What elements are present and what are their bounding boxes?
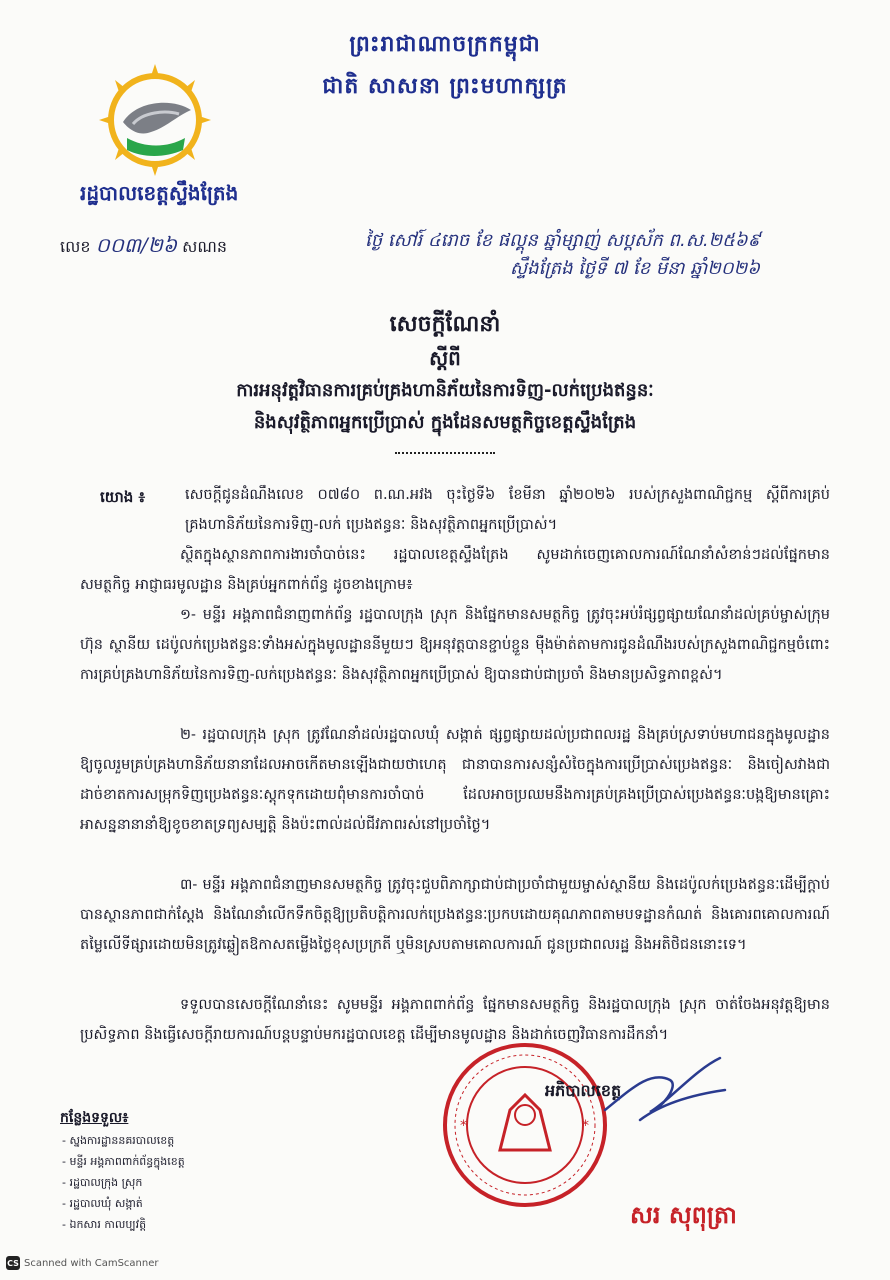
reference-value: ០០៣/២៦	[95, 233, 178, 257]
svg-text:*: *	[582, 1118, 589, 1134]
point-3: ៣- មន្ទីរ អង្គភាពជំនាញមានសមត្ថកិច្ច ត្រូវចុះជួបពិភាក្សាជាប់ជាប្រចាំជាមួយម្ចាស់ស្ថានីយ និងដេប៉ូលក់ប្រេងឥន្ធនៈដើម្បីក្តាប់បានស្ថានភាពជាក់ស្តែង និងណែនាំលើកទឹកចិត្តឱ្យប្រតិបត្តិការលក់ប្រេងឥន្ធនៈប្រកបដោយគុណភាពតាមបទដ្ឋានកំណត់ និងគោរពគោលការណ៍តម្លៃលើទីផ្សារដោយមិនត្រូវឆ្លៀតឱកាសតម្លើងថ្លៃខុសប្រក្រតី ឬមិនស្របតាមគោលការណ៍ ជូនប្រជាពលរដ្ឋ និងអតិថិជននោះទេ។	[80, 877, 830, 953]
document-about: ស្តីពី	[429, 346, 461, 370]
document-title: សេចក្តីណែនាំ	[389, 312, 501, 337]
subject-line-2: និងសុវត្ថិភាពអ្នកប្រើប្រាស់ ក្នុងដែនសមត្ថកិច្ចខេត្តស្ទឹងត្រែង	[253, 412, 637, 433]
title-divider	[395, 452, 495, 454]
lunar-date: ថ្ងៃ សៅរ៍ ៤រោច ខែ ផល្គុន ឆ្នាំម្សាញ់ សប្តស័ក ព.ស.២៥៦៩	[365, 230, 761, 251]
svg-text:*: *	[460, 1118, 467, 1134]
list-item: - រដ្ឋបាលក្រុង ស្រុក	[62, 1172, 185, 1193]
closing-paragraph: ទទួលបានសេចក្តីណែនាំនេះ សូមមន្ទីរ អង្គភាពពាក់ព័ន្ធ ផ្នែកមានសមត្ថកិច្ច និងរដ្ឋបាលក្រុង ស្រុក ចាត់ចែងអនុវត្តឱ្យមានប្រសិទ្ធភាព និងធ្វើសេចក្តីរាយការណ៍បន្តបន្ទាប់មករដ្ឋបាលខេត្ត ដើម្បីមានមូលដ្ឋាន និងដាក់ចេញវិធានការដឹកនាំ។	[80, 997, 830, 1043]
reference-text: សេចក្តីជូនដំណឹងលេខ ០៧៨០ ព.ណ.អវង ចុះថ្ងៃទី៦ ខែមីនា ឆ្នាំ២០២៦ របស់ក្រសួងពាណិជ្ជកម្ម ស្តីពីការគ្រប់គ្រងហានិភ័យនៃការទិញ-លក់ ប្រេងឥន្ធនៈ និងសុវត្ថិភាពអ្នកប្រើប្រាស់។	[185, 487, 830, 533]
reference-label: យោង ៖	[100, 488, 146, 506]
list-item: - មន្ទីរ អង្គភាពពាក់ព័ន្ធក្នុងខេត្ត	[62, 1151, 185, 1172]
list-item: - ឯកសារ កាលប្បវត្តិ	[62, 1214, 185, 1235]
kingdom-heading: ព្រះរាជាណាចក្រកម្ពុជា	[349, 32, 541, 57]
subject-line-1: ការអនុវត្តវិធានការគ្រប់គ្រងហានិភ័យនៃការទិញ-លក់ប្រេងឥន្ធនៈ	[236, 380, 654, 401]
reference-suffix: សណន	[182, 237, 228, 256]
solar-date: ស្ទឹងត្រែង ថ្ងៃទី ៧ ខែ មីនា ឆ្នាំ២០២៦	[510, 258, 761, 279]
list-item: - រដ្ឋបាលឃុំ សង្កាត់	[62, 1193, 185, 1214]
intro-paragraph: ស្ថិតក្នុងស្ថានភាពការងារចាំបាច់នេះ រដ្ឋបាលខេត្តស្ទឹងត្រែង សូមដាក់ចេញគោលការណ៍ណែនាំសំខាន់ៗដល់ផ្នែកមានសមត្ថកិច្ច អាជ្ញាធរមូលដ្ឋាន និងគ្រប់អ្នកពាក់ព័ន្ធ ដូចខាងក្រោម៖	[80, 547, 830, 593]
recipients-heading: កន្លែងទទួល៖	[60, 1110, 129, 1126]
camscanner-icon: CS	[6, 1256, 20, 1270]
issuing-authority: រដ្ឋបាលខេត្តស្ទឹងត្រែង	[80, 181, 239, 205]
national-motto: ជាតិ សាសនា ព្រះមហាក្សត្រ	[322, 74, 568, 99]
reference-prefix: លេខ	[60, 237, 91, 256]
point-2: ២- រដ្ឋបាលក្រុង ស្រុក ត្រូវណែនាំដល់រដ្ឋបាលឃុំ សង្កាត់ ផ្សព្វផ្សាយដល់ប្រជាពលរដ្ឋ និងគ្រប់ស្រទាប់មហាជនក្នុងមូលដ្ឋាន ឱ្យចូលរួមគ្រប់គ្រងហានិភ័យនានាដែលអាចកើតមានឡើងជាយថាហេតុ ជានាបានការសន្សំសំចៃក្នុងការប្រើប្រាស់ប្រេងឥន្ធនៈ និងចៀសវាងជាដាច់ខាតការសម្រុកទិញប្រេងឥន្ធនៈស្តុកទុកដោយពុំមានការចាំបាច់ ដែលអាចប្រឈមនឹងការគ្រប់គ្រងប្រើប្រាស់ប្រេងឥន្ធនៈបង្កឱ្យមានគ្រោះអាសន្ននានានាំឱ្យខូចខាតទ្រព្យសម្បត្តិ និងប៉ះពាល់ដល់ជីវភាពរស់នៅប្រចាំថ្ងៃ។	[80, 727, 830, 833]
signatory-title: អភិបាលខេត្ត	[545, 1081, 622, 1100]
recipients-list	[62, 1130, 185, 1235]
signatory-name: សរ សុពុត្រា	[630, 1201, 737, 1229]
scanner-text: Scanned with CamScanner	[24, 1257, 159, 1269]
scanner-watermark	[6, 1256, 159, 1270]
official-seal-icon	[440, 1040, 610, 1210]
handwritten-signature-icon	[600, 1050, 730, 1130]
list-item: - ស្នងការដ្ឋាននគរបាលខេត្ត	[62, 1130, 185, 1151]
reference-number	[60, 232, 227, 262]
point-1: ១- មន្ទីរ អង្គភាពជំនាញពាក់ព័ន្ធ រដ្ឋបាលក្រុង ស្រុក និងផ្នែកមានសមត្ថកិច្ច ត្រូវចុះអប់រំផ្សព្វផ្សាយណែនាំដល់គ្រប់ម្ចាស់ក្រុមហ៊ុន ស្ថានីយ ដេប៉ូលក់ប្រេងឥន្ធនៈទាំងអស់ក្នុងមូលដ្ឋាននីមួយៗ ឱ្យអនុវត្តបានខ្ជាប់ខ្ជួន ម៉ឺងម៉ាត់តាមការជូនដំណឹងរបស់ក្រសួងពាណិជ្ជកម្មចំពោះការគ្រប់គ្រងហានិភ័យនៃការទិញ-លក់ប្រេងឥន្ធនៈ និងសុវត្ថិភាពអ្នកប្រើប្រាស់ ឱ្យបានជាប់ជាប្រចាំ និងមានប្រសិទ្ធភាពខ្ពស់។	[80, 607, 830, 683]
